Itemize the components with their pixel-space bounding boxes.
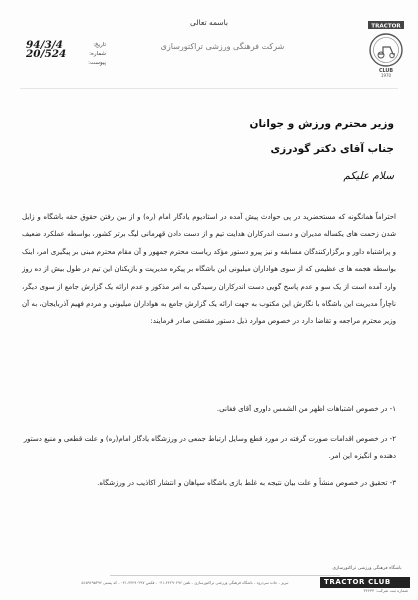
footer-registration: شماره ثبت شرکت: ۳۴۴۳۳ [363,588,408,593]
number-row [26,48,106,60]
footer-address: تبریز - جاده سردرود - باشگاه فرهنگی ورزشی تراکتورسازی - تلفن ۴۴۲۹۰۲۹۶-۰۴۱ - فکس ۴۴۲۹۰۲۹۷-۰۴۱ - کد پستی ۵۱۵۹۶۹۵۳۹۶ [81,580,289,585]
body-paragraph: احتراماً همانگونه که مستحضرید در پی حوادث پیش آمده در استادیوم یادگار امام (ره) و از بین رفتن حقوق حقه باشگاه و زایل شدن زحمت های یکساله مدیران و دست اندرکاران هدایت تیم و از دست دادن قهرمانی لیگ برتر کشور، بواسطه عملکرد ضعیف و پراشتباه داور و برگزارکنندگان مسابقه و نیز پیرو دستور مؤکد ریاست محترم جمهور و آن مقام محترم مبنی بر پیگیری امر، اینک بواسطه هجمه ها ی عظیمی که از سوی هواداران میلیونی این باشگاه بر پیکره مدیریت و بازیکنان این تیم در طول بیش از ده روز وارد آمده است از یک سو و عدم پاسخ گویی دست اندرکاران رسیدگی به امر مذکور و عدم ارائه یک گزارش جامع از سوی دیگر، ناچاراً مدیریت این باشگاه با نگارش این مکتوب به جهت ارائه یک گزارش جامع به هواداران میلیونی و مردم فهیم آذربایجان، به آن وزیر محترم مراجعه و تقاضا دارد در خصوص موارد ذیل دستور مقتضی صادر فرمایند: [22,212,396,326]
footer-divider [110,575,340,576]
footer [0,566,418,600]
salutation: سلام علیکم [343,170,394,182]
footer-brand-en: TRACTOR CLUB [320,577,410,588]
recipient-name: جناب آقای دکتر گودرزی [270,143,394,155]
logo-year: 1970 [380,73,392,78]
attachment-row [26,60,106,69]
tractor-club-logo [366,20,406,78]
letter-body [22,208,396,330]
header-divider [20,88,398,89]
letter-meta [26,39,106,69]
company-name: شرکت فرهنگی ورزشی تراکتورسازی [160,42,285,51]
footer-brand-fa: باشگاه فرهنگی ورزشی تراکتورسازی [332,566,402,571]
attachment-label: پیوست: [88,60,106,66]
date-label: تاریخ: [93,42,106,48]
request-item-1: ۱- در خصوص اشتباهات اظهر من الشمس داوری آقای فغانی. [216,404,396,413]
basmala: باسمه تعالی [190,18,228,27]
number-label: شماره: [89,51,106,57]
request-item-2: ۲- در خصوص اقدامات صورت گرفته در مورد قطع وسایل ارتباط جمعی در ورزشگاه یادگار امام(ره) و علت قطعی و منبع دستور دهنده و انگیزه این امر. [23,434,396,460]
number-value: 20/524 [26,48,67,60]
request-item-3: ۳- تحقیق در خصوص منشأ و علت بیان نتیجه به غلط بازی باشگاه سپاهان و انتشار اکاذیب در ورزشگاه. [97,478,396,487]
recipient-title: وزیر محترم ورزش و جوانان [249,118,394,130]
logo-sub: CLUB [379,69,393,74]
logo-text: TRACTOR [371,23,401,30]
date-value: 94/3/4 [26,39,63,51]
